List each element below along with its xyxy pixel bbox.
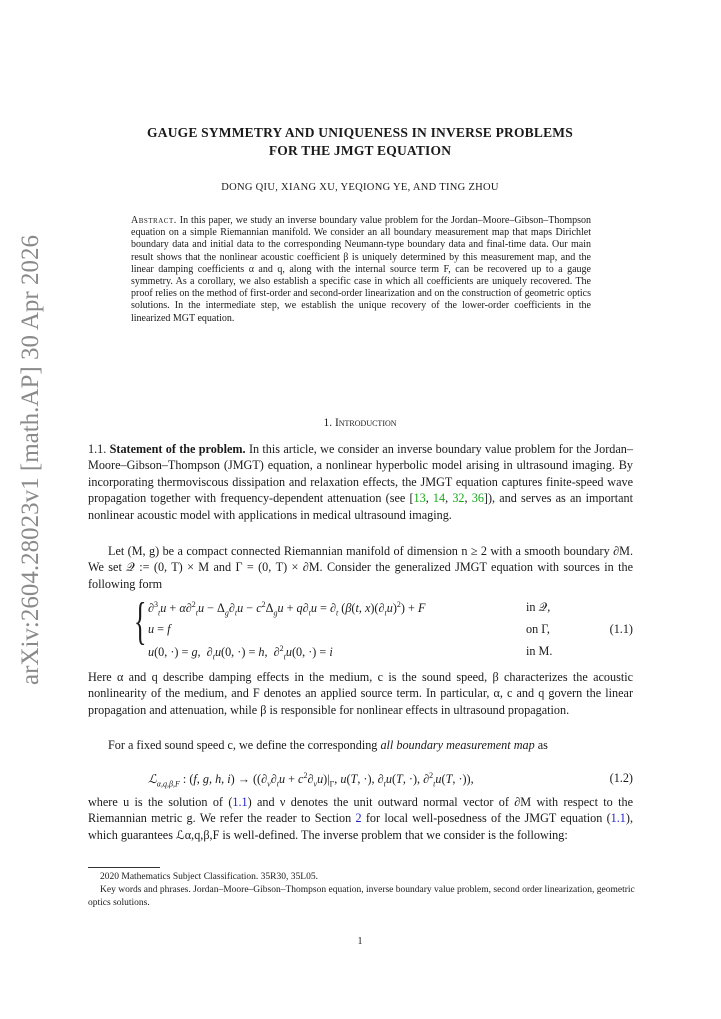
equation-number: (1.2) bbox=[609, 771, 633, 785]
footnote-rule bbox=[88, 867, 160, 868]
footnote-keywords: Key words and phrases. Jordan–Moore–Gibson–Thompson equation, inverse boundary value problem, second order linearization, geometric optics solutions. bbox=[88, 885, 635, 908]
citation-link[interactable]: 36 bbox=[471, 491, 484, 506]
title-line-1: GAUGE SYMMETRY AND UNIQUENESS IN INVERSE PROBLEMS bbox=[147, 125, 573, 140]
abstract bbox=[131, 215, 591, 325]
subsection-heading: Statement of the problem. bbox=[109, 442, 246, 456]
p4-emphasis: all boundary measurement map bbox=[380, 738, 535, 752]
footnote-msc: 2020 Mathematics Subject Classification. 35R30, 35L05. bbox=[100, 872, 318, 882]
equation-row: ℒ$_{\alpha,q,\beta,F}$ : (f, g, h, $i) \to ((\partial_\nu\partial_tu + c^2\partial_\nu u)|_\Gamma$, u(T, ·), $\partial_tu(T$, ·), ∂$^2_t$u(T, ·)), bbox=[148, 771, 474, 789]
section-reference-link[interactable]: 2 bbox=[355, 811, 362, 826]
condition-domain: in 𝒬, bbox=[526, 600, 551, 614]
p5-part-b: ) and ν denotes the unit outward normal vector of ∂M with respect to the Riemannian metric g. We refer the reader to Section bbox=[88, 795, 633, 826]
citation-link[interactable]: 13 bbox=[413, 491, 426, 506]
equation-reference-link[interactable]: 1.1 bbox=[232, 795, 248, 809]
equation-number: (1.1) bbox=[609, 622, 633, 636]
equation-1-2 bbox=[148, 771, 633, 791]
p5-part-c: for local well-posedness of the JMGT equation ( bbox=[361, 811, 611, 826]
equation-row: u = f bbox=[148, 622, 171, 636]
abstract-text: In this paper, we study an inverse boundary value problem for the Jordan–Moore–Gibson–Thompson equation on a simple Riemannian manifold. We consider an all boundary measurement map that maps Dirichlet boundary data and initial data to the corresponding Neumann-type boundary data and final-time data. Our main result shows that the nonlinear acoustic coefficient β is uniquely determined by this measurement map, and the linear damping coefficients α and q, along with the internal source term F, can be recovered up to a gauge symmetry. As a corollary, we also establish a specific case in which all coefficients are uniquely recovered. The proof relies on the method of first-order and second-order linearization and on the construction of geometric optics solutions. In the intermediate step, we establish the unique recovery of the lower-order coefficients in the linearized MGT equation. bbox=[131, 215, 591, 324]
page-number: 1 bbox=[357, 936, 363, 947]
equation-row: $\partial^3_tu + \alpha\partial^2_tu - \Delta_g\partial_tu - c^2\Delta_gu + q\partial_tu = \partial_t$ (β(t, $x)(\partial_tu)^2) + F$ bbox=[148, 600, 426, 618]
citation-link[interactable]: 32 bbox=[452, 491, 465, 506]
abstract-label: Abstract. bbox=[131, 215, 177, 226]
equation-reference-link[interactable]: 1.1 bbox=[610, 811, 626, 826]
p5-part-d: ), which guarantees ℒα,q,β,F is well-defined. The inverse problem that we consider is the following: bbox=[88, 811, 633, 842]
paper-title bbox=[80, 124, 640, 160]
para1-part-a: In this article, we consider an inverse boundary value problem for the Jordan–Moore–Gibson–Thompson (JMGT) equation, a nonlinear hyperbolic model arising in ultrasound imaging. By incorporating thermoviscous dissipation and relaxation effects, the JMGT equation captures finite-speed wave propagation together with frequency-dependent attenuation (see [ bbox=[88, 442, 633, 506]
paragraph-measurement-map bbox=[88, 737, 633, 753]
paragraph-wellposedness bbox=[88, 794, 633, 843]
condition-initial: in M. bbox=[526, 644, 553, 658]
p4-part-b: as bbox=[534, 738, 548, 752]
arxiv-sidebar bbox=[8, 235, 58, 690]
condition-boundary: on Γ, bbox=[526, 622, 550, 636]
left-brace: { bbox=[134, 593, 147, 650]
author-list: DONG QIU, XIANG XU, YEQIONG YE, AND TING ZHOU bbox=[221, 182, 499, 193]
title-line-2: FOR THE JMGT EQUATION bbox=[268, 143, 452, 158]
p4-part-a: For a fixed sound speed c, we define the corresponding bbox=[108, 738, 381, 752]
paragraph-coefficients: Here α and q describe damping effects in the medium, c is the sound speed, β characterizes the acoustic nonlinearity of the medium, and F denotes an applied source term. In particular, α, c and q govern the linear propagation and attenuation, while β is responsible for nonlinear effects in ultrasound propagation. bbox=[88, 670, 633, 717]
subsection-number: 1.1. bbox=[88, 442, 107, 456]
para1-part-b: ]), and serves as an important nonlinear acoustic model with applications in medical ultrasound imaging. bbox=[88, 491, 634, 522]
citation-link[interactable]: 14 bbox=[432, 491, 446, 506]
arxiv-identifier[interactable]: arXiv:2604.28023v1 [math.AP] 30 Apr 2026 bbox=[17, 235, 44, 685]
equation-row: u(0, ·) = g, $\partial_tu(0$, ·) = h, ∂$^2_t$u(0, ·) = i bbox=[148, 644, 333, 662]
paragraph-statement: 1.1. Statement of the problem. In this article, we consider an inverse boundary value problem for the Jordan–Moore–Gibson–Thompson (JMGT) equation, a nonlinear hyperbolic model arising in ultrasound imaging. By incorporating thermoviscous dissipation and relaxation effects, the JMGT equation captures finite-speed wave propagation together with frequency-dependent attenuation (see [13, 14, 32, 36]), and serves as an important nonlinear acoustic model with applications in medical ultrasound imaging. bbox=[88, 442, 634, 522]
paragraph-setup: Let (M, g) be a compact connected Riemannian manifold of dimension n ≥ 2 with a smooth boundary ∂M. We set 𝒬 := (0, T) × M and Γ = (0, T) × ∂M. Consider the generalized JMGT equation with sources in the following form bbox=[88, 544, 633, 591]
equation-1-1 bbox=[134, 593, 633, 662]
p5-part-a: where u is the solution of ( bbox=[88, 795, 233, 809]
section-title: 1. Introduction bbox=[323, 417, 397, 429]
